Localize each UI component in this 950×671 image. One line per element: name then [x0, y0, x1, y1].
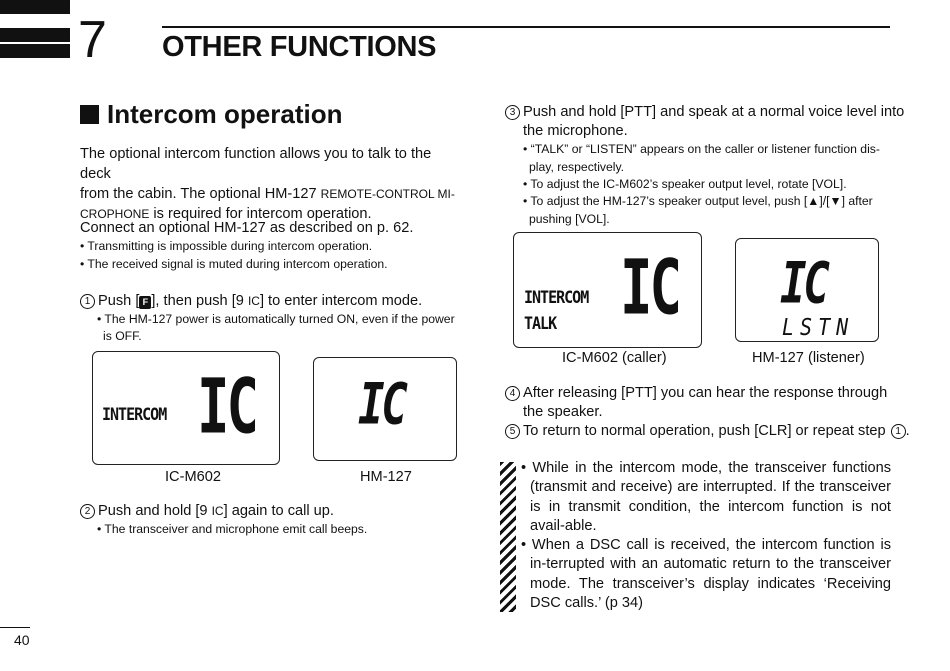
- lcd-lstn-label: LSTN: [782, 313, 855, 341]
- lcd-ic-large: IC: [620, 243, 680, 332]
- step-2: [80, 501, 334, 521]
- connect-text: Connect an optional HM-127 as described on p. 62.: [80, 220, 414, 236]
- step-ref-1: 1: [891, 424, 906, 439]
- note-hatch-icon: [500, 462, 516, 612]
- intro-line-1: The optional intercom function allows you to talk to the deck: [80, 146, 432, 182]
- step-3-bullet-3-line-1: • To adjust the HM-127’s speaker output level, push [▲]/[▼] after: [523, 194, 873, 208]
- page-number-rule: [0, 627, 30, 628]
- step-1-ic-label: IC: [247, 294, 260, 308]
- chapter-tab-bar-top: [0, 0, 70, 14]
- step-5: [505, 421, 910, 441]
- step-3-bullet-3-line-2: pushing [VOL].: [529, 212, 610, 226]
- connect-bullet-1: • Transmitting is impossible during intercom operation.: [80, 239, 373, 253]
- note-block: [521, 459, 891, 613]
- step-number-4: 4: [505, 386, 520, 401]
- step-3-bullet-2: • To adjust the IC-M602’s speaker output level, rotate [VOL].: [523, 177, 847, 191]
- chapter-tab-bar-middle: [0, 28, 70, 42]
- lcd-intercom-label: INTERCOM: [524, 287, 589, 308]
- step-1-bullet-line-1: • The HM-127 power is automatically turned ON, even if the power: [97, 312, 455, 326]
- connect-bullet-2: • The received signal is muted during intercom operation.: [80, 257, 388, 271]
- step-3-line-1: [505, 102, 904, 122]
- section-title: [80, 99, 342, 130]
- f-key-icon: F: [139, 296, 151, 309]
- note-item-2: • When a DSC call is received, the intercom function is in-terrupted with an automatic return to the transceiver mode. The transceiver’s display indicates ‘Receiving DSC calls.’ (p 34): [521, 537, 891, 612]
- lcd-ic-segment: IC: [780, 251, 827, 317]
- step-1: [80, 291, 422, 311]
- step-number-3: 3: [505, 105, 520, 120]
- section-title-text: Intercom operation: [107, 99, 343, 129]
- step-3-bullet-1-line-1: • “TALK” or “LISTEN” appears on the caller or listener function dis-: [523, 142, 880, 156]
- header-rule: [162, 26, 890, 28]
- square-bullet-icon: [80, 105, 99, 124]
- intro-line-2: [80, 184, 466, 204]
- lcd-intercom-label: INTERCOM: [102, 404, 167, 425]
- caption-ic-m602: IC-M602: [165, 469, 221, 485]
- caption-hm-127: HM-127: [360, 469, 412, 485]
- step-1-text-b: ], then push [9: [151, 293, 248, 309]
- step-1-text-a: Push [: [98, 293, 140, 309]
- lcd-ic-large: IC: [197, 362, 257, 451]
- lcd-talk-label: TALK: [524, 313, 557, 334]
- lcd-ic-segment: IC: [358, 372, 405, 438]
- hm-127-display: [313, 357, 457, 461]
- step-1-text-c: ] to enter intercom mode.: [259, 293, 423, 309]
- intro-crophone-text: CROPHONE: [80, 207, 150, 221]
- step-4-text: After releasing [PTT] you can hear the response through: [523, 385, 888, 401]
- step-2-text-b: ] again to call up.: [223, 503, 334, 519]
- step-2-ic-label: IC: [211, 504, 224, 518]
- step-2-bullet: • The transceiver and microphone emit call beeps.: [97, 522, 368, 536]
- caption-ic-m602-caller: IC-M602 (caller): [562, 350, 667, 366]
- page-number: 40: [14, 632, 30, 648]
- step-number-2: 2: [80, 504, 95, 519]
- note-item-1: • While in the intercom mode, the transceiver functions (transmit and receive) are interrupted. If the transceiver is in transmit condition, the intercom function is not avail-able.: [521, 460, 891, 534]
- intro-remote-control-text: REMOTE-CONTROL MI-: [320, 187, 455, 201]
- step-4-line-1: [505, 383, 887, 403]
- chapter-tab-bar-bottom: [0, 44, 70, 58]
- step-4-line-2: the speaker.: [523, 404, 603, 420]
- step-number-1: 1: [80, 294, 95, 309]
- step-3-text: Push and hold [PTT] and speak at a normal voice level into: [523, 104, 905, 120]
- step-3-bullet-1-line-2: play, respectively.: [529, 160, 625, 174]
- chapter-title: OTHER FUNCTIONS: [162, 31, 437, 63]
- step-2-text-a: Push and hold [9: [98, 503, 212, 519]
- hm-127-listener-display: [735, 238, 879, 342]
- intro-line-3-text: is required for intercom operation.: [149, 206, 372, 222]
- step-5-period: .: [905, 423, 910, 439]
- chapter-number: 7: [78, 11, 107, 69]
- step-1-bullet-line-2: is OFF.: [103, 329, 142, 343]
- step-5-text: To return to normal operation, push [CLR] or repeat step: [523, 423, 890, 439]
- caption-hm-127-listener: HM-127 (listener): [752, 350, 865, 366]
- ic-m602-display: [92, 351, 280, 465]
- intro-line-2-text: from the cabin. The optional HM-127: [80, 186, 321, 202]
- ic-m602-caller-display: [513, 232, 702, 348]
- intro-paragraph: [80, 144, 466, 224]
- step-3-line-2: the microphone.: [523, 123, 628, 139]
- step-number-5: 5: [505, 424, 520, 439]
